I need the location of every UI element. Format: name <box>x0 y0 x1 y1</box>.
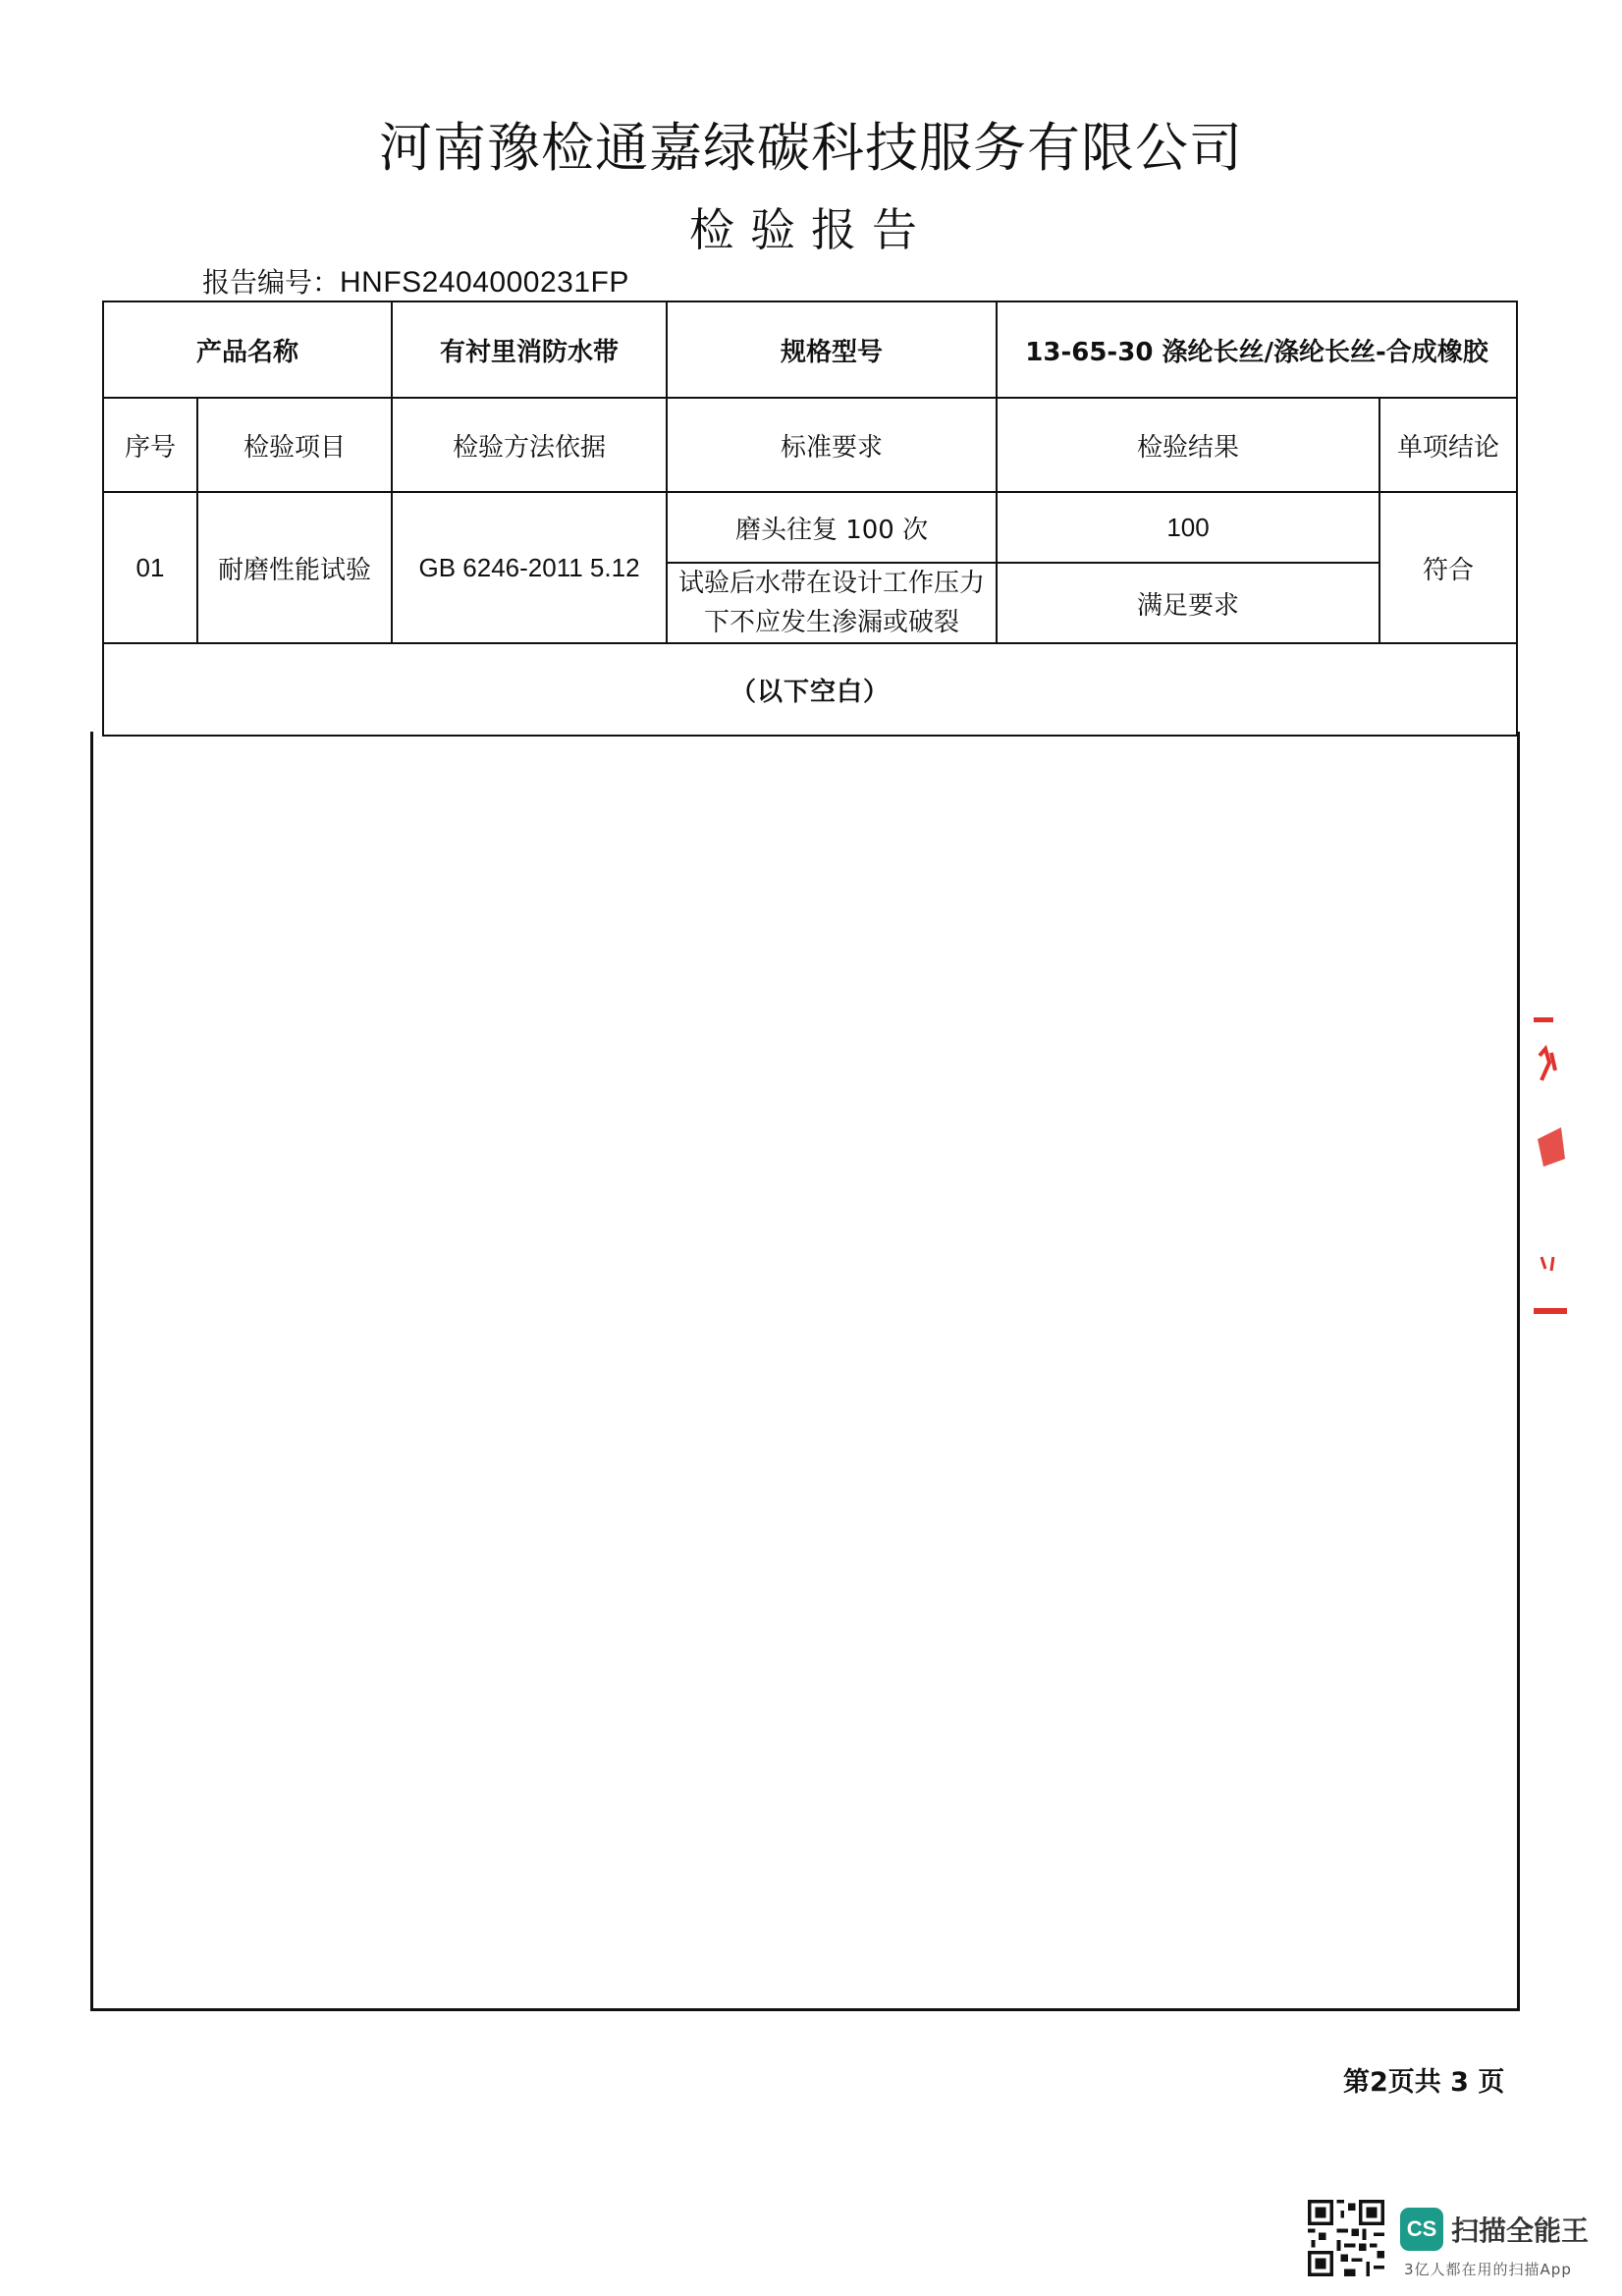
report-number <box>202 261 629 301</box>
document-title: 检验报告 <box>689 203 933 256</box>
item-name: 耐磨性能试验 <box>197 492 392 643</box>
table-row <box>103 492 1517 563</box>
page-number: 第2页共 3 页 <box>1343 2067 1505 2098</box>
col-header-item: 检验项目 <box>197 398 392 492</box>
blank-note-row <box>103 643 1517 736</box>
qr-code-icon <box>1308 2200 1384 2276</box>
camscanner-app-name: 扫描全能王 <box>1451 2214 1590 2247</box>
spec-value: 13-65-30 涤纶长丝/涤纶长丝-合成橡胶 <box>997 301 1517 398</box>
blank-note: （以下空白） <box>103 643 1517 736</box>
product-row <box>103 301 1517 398</box>
item-conclusion: 符合 <box>1379 492 1517 643</box>
report-frame <box>90 732 1520 2011</box>
item-method: GB 6246-2011 5.12 <box>392 492 667 643</box>
column-header-row <box>103 398 1517 492</box>
col-header-conclusion: 单项结论 <box>1379 398 1517 492</box>
report-number-label: 报告编号： <box>202 266 341 299</box>
test-result: 满足要求 <box>997 563 1379 643</box>
col-header-result: 检验结果 <box>997 398 1379 492</box>
inspection-table <box>102 301 1518 737</box>
camscanner-slogan: 3亿人都在用的扫描App <box>1404 2261 1572 2278</box>
item-no: 01 <box>103 492 197 643</box>
col-header-standard: 标准要求 <box>667 398 997 492</box>
product-name-label: 产品名称 <box>103 301 392 398</box>
product-name-value: 有衬里消防水带 <box>392 301 667 398</box>
standard-requirement <box>667 563 997 643</box>
spec-label: 规格型号 <box>667 301 997 398</box>
standard-requirement-text: 试验后水带在设计工作压力下不应发生渗漏或破裂 <box>678 569 986 637</box>
company-name: 河南豫检通嘉绿碳科技服务有限公司 <box>379 117 1243 179</box>
col-header-method: 检验方法依据 <box>392 398 667 492</box>
standard-requirement: 磨头往复 100 次 <box>667 492 997 563</box>
test-result: 100 <box>997 492 1379 563</box>
camscanner-watermark <box>1308 2200 1602 2284</box>
seal-stamp-fragment <box>1532 1011 1571 1326</box>
report-number-value: HNFS2404000231FP <box>340 266 629 299</box>
camscanner-logo-icon: CS <box>1400 2208 1443 2251</box>
col-header-no: 序号 <box>103 398 197 492</box>
